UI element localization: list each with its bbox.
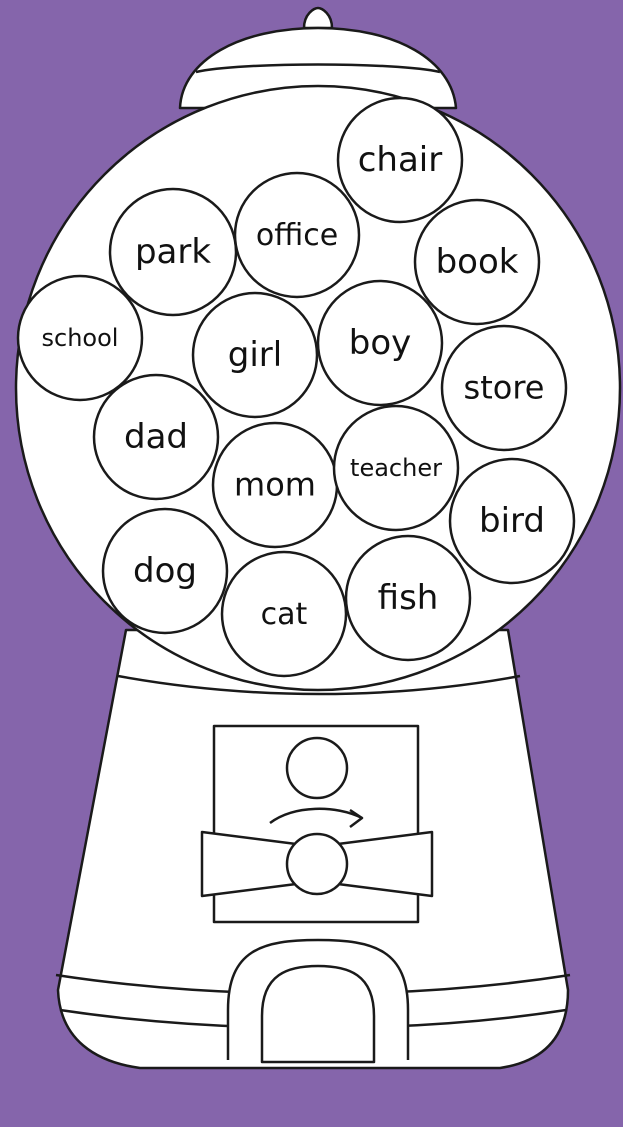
gumball-word: office (255, 217, 339, 253)
gumball-word: mom (234, 465, 316, 504)
gumball-word: store (463, 368, 545, 407)
gumball-word: girl (227, 335, 283, 376)
coin-slot (287, 738, 347, 798)
gumball-word: book (435, 242, 519, 283)
gumball-word: dog (133, 551, 197, 592)
gumball-word: park (134, 232, 212, 273)
gumball-word: school (41, 323, 119, 352)
gumball-word: chair (357, 140, 443, 181)
gumball-word: cat (260, 596, 308, 632)
gumball-word: fish (377, 578, 439, 619)
chute-opening (262, 966, 374, 1062)
gumball-word: teacher (350, 453, 442, 482)
gumball-word: boy (348, 323, 412, 364)
lid-knob (304, 8, 332, 28)
gumball-word: dad (124, 417, 188, 458)
crank-knob (287, 834, 347, 894)
gumball-word: bird (479, 501, 545, 542)
